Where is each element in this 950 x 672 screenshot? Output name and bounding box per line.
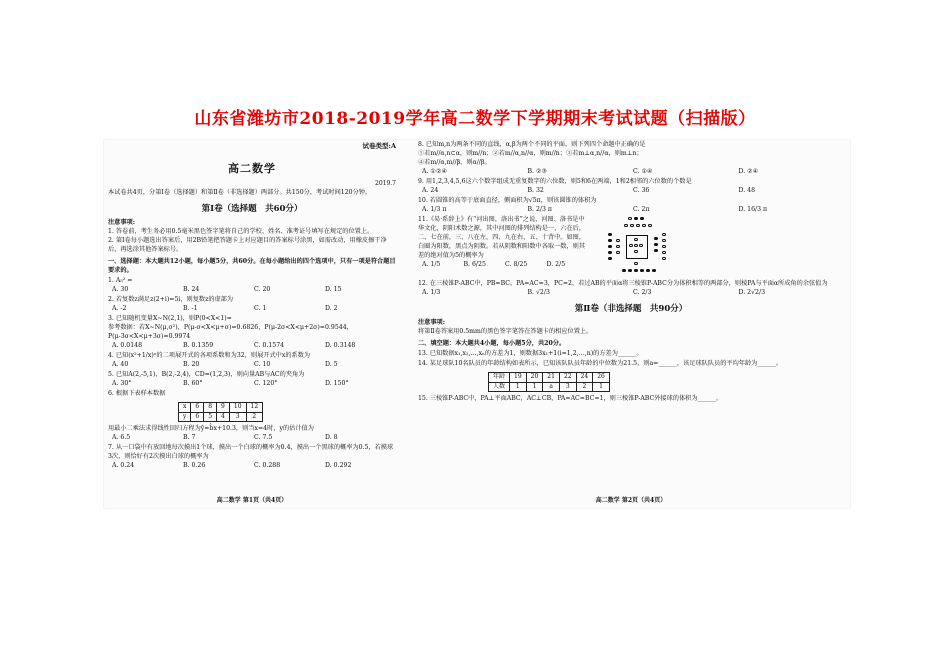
option: B. 2/3 π: [527, 205, 552, 213]
option: D. 150°: [325, 380, 349, 388]
notes-title: 注意事项:: [108, 219, 136, 227]
option: D. ②④: [738, 167, 759, 175]
option: A. 0.0148: [112, 342, 143, 350]
option: C. 0.1574: [254, 342, 285, 350]
yang-ring: [628, 217, 632, 221]
yin-dot: [608, 245, 612, 249]
question-5-options: [108, 380, 396, 389]
option: B. 0.26: [183, 462, 206, 470]
yin-dot: [628, 269, 632, 273]
question-14: 14. 某足球队10名队员的年龄结构如表所示，已知该队队员年龄的中位数为21.5，则a=______，该足球队队员的平均年龄为______。: [418, 360, 783, 368]
yang-ring: [648, 224, 652, 228]
table-cell: 20: [526, 373, 543, 383]
yang-ring: [662, 251, 666, 255]
option: D. 5: [325, 361, 338, 369]
table-row: [179, 403, 263, 413]
yang-ring: [634, 244, 638, 248]
yin-dot: [634, 217, 638, 221]
option: A. 1/3: [422, 288, 441, 296]
table-cell: 3: [229, 412, 246, 422]
subject-title: 高二数学: [228, 162, 276, 176]
option: C. ①④: [633, 167, 653, 175]
yin-dot: [654, 249, 658, 253]
option: D. 48: [738, 186, 756, 194]
option: B. 7: [183, 434, 196, 442]
yang-ring: [624, 224, 628, 228]
table-row: [489, 382, 610, 392]
question-2: 2. 若复数z满足z(2+i)=5i，则复数z的虚部为: [108, 296, 234, 304]
option: B. 6/25: [463, 260, 486, 268]
yang-ring: [662, 239, 666, 243]
option: C. 36: [633, 186, 650, 194]
yang-ring: [629, 244, 633, 248]
option: B. 0.1359: [183, 342, 214, 350]
yang-ring: [634, 250, 638, 254]
table-cell: 2: [576, 382, 593, 392]
table-cell: 2: [246, 412, 263, 422]
option: A. 1/5: [422, 260, 441, 268]
hetu-diagram: [588, 215, 844, 279]
question-15: 15. 三棱锥P-ABC中，PA⊥平面ABC，AC⊥CB，PA=AC=BC=1，则三棱锥P-ABC外接球的体积为______。: [418, 395, 723, 403]
question-3-reference: 参考数据：若X~N(μ,σ²)，P(μ-σ<X<μ+σ)=0.6826，P(μ-2σ<X<μ+2σ)=0.9544，P(μ-3σ<X<μ+3σ)=0.9974: [108, 324, 353, 341]
option: A. 6.5: [112, 434, 131, 442]
section-2-heading: 二、填空题：本大题共4小题，每小题5分，共20分。: [418, 340, 566, 348]
question-6-text: 用最小二乘法求得线性回归方程为ŷ=b̂x+10.3，则当x=4时，y的估计值为: [108, 425, 314, 433]
question-1-options: [108, 286, 396, 295]
yang-ring: [634, 238, 638, 242]
option: D. 16/3 π: [738, 205, 768, 213]
yang-ring: [662, 233, 666, 237]
table-cell: 人数: [489, 382, 510, 392]
question-10-options: [418, 206, 844, 215]
part-1-heading: 第Ⅰ卷（选择题 共60分）: [201, 204, 303, 215]
table-cell: 10: [229, 403, 246, 413]
yang-ring: [642, 224, 646, 228]
regression-data-table: [178, 402, 263, 422]
question-6-options: [108, 434, 396, 443]
page-1-footer: 高二数学 第1页（共4页）: [216, 497, 288, 505]
option: B. 20: [183, 361, 200, 369]
question-10: 10. 若圆锥的高等于底面直径，侧面积为√5π，则该圆锥的体积为: [418, 196, 597, 204]
question-3: 3. 已知随机变量X~N(2,1)，则P(0<X<1)=: [108, 315, 232, 323]
table-cell: 19: [510, 373, 527, 383]
yin-dot: [654, 243, 658, 247]
option: C. 8/25: [505, 260, 528, 268]
note-part-2: 将第Ⅱ卷答案用0.5mm的黑色签字笔答在答题卡的相应位置上。: [418, 328, 593, 336]
yang-ring: [616, 251, 620, 255]
yin-dot: [608, 233, 612, 237]
option: B. 60°: [183, 380, 203, 388]
option: B. -1: [183, 305, 198, 313]
yin-dot: [622, 269, 626, 273]
yin-dot: [640, 217, 644, 221]
option: A. ①②④: [422, 167, 448, 175]
yang-ring: [639, 244, 643, 248]
table-cell: 24: [576, 373, 593, 383]
question-5: 5. 已知A(2,-5,1)，B(2,-2,4)，CD=(1,2,3)，则向量AB与AC的夹角为: [108, 371, 305, 379]
question-11-block: [418, 215, 844, 279]
yin-dot: [646, 269, 650, 273]
table-cell: 9: [217, 403, 230, 413]
yin-dot: [654, 237, 658, 241]
table-cell: 8: [204, 403, 217, 413]
exam-intro: 本试卷共4页，分第Ⅰ卷（选择题）和第Ⅱ卷（非选择题）两部分。共150分，考试时间120分钟。: [108, 189, 372, 197]
yang-ring: [662, 257, 666, 261]
question-8: 8. 已知m,n为两条不同的直线，α,β为两个不同的平面，则下列四个命题中正确的是: [418, 141, 646, 148]
question-7-options: [108, 462, 396, 471]
table-cell: 1: [526, 382, 543, 392]
yin-dot: [634, 269, 638, 273]
option: D. 0.3148: [325, 342, 356, 350]
option: A. 1/3 π: [422, 205, 447, 213]
option: C. 0.288: [254, 462, 281, 470]
question-2-options: [108, 305, 396, 314]
scanned-exam-sheet: [104, 140, 850, 508]
yang-ring: [636, 224, 640, 228]
table-row: [489, 373, 610, 383]
question-8-statements-b: ④若m//α,m//β，则α//β。: [418, 158, 491, 166]
part-2-heading: 第Ⅱ卷（非选择题 共90分）: [574, 303, 688, 314]
exam-page-2: [418, 140, 844, 508]
table-row: [179, 412, 263, 422]
question-8-options: [418, 168, 844, 177]
option: A. -2: [112, 305, 127, 313]
question-8-statements-a: ①若m//α,n⊂α，则m//n；②若m//α,n//α，则m//n；③若m⊥α,n//α，则m⊥n；: [418, 149, 643, 157]
question-6: 6. 根据下表样本数据: [108, 390, 166, 398]
option: C. 1: [254, 305, 267, 313]
option: D. 15: [325, 286, 342, 294]
question-13: 13. 已知数据x₁,x₂,…,xₙ的方差为1，则数据3x₁+1(i=1,2,…,n)的方差为______。: [418, 350, 643, 358]
option: B. ②③: [527, 167, 548, 175]
yin-dot: [608, 239, 612, 243]
yin-dot: [652, 269, 656, 273]
option: D. 8: [325, 434, 338, 442]
question-9-options: [418, 187, 844, 196]
option: B. 32: [527, 186, 544, 194]
table-cell: y: [179, 412, 191, 422]
yang-ring: [616, 239, 620, 243]
table-cell: 年龄: [489, 373, 510, 383]
section-1-heading: 一、选择题：本大题共12小题，每小题5分，共60分。在每小题给出的四个选项中，只有一项是符合题目要求的。: [108, 258, 396, 275]
option: A. 0.24: [112, 462, 135, 470]
document-title: 山东省潍坊市2018-2019学年高二数学下学期期末考试试题（扫描版）: [194, 109, 756, 129]
question-3-options: [108, 342, 396, 351]
table-cell: 12: [246, 403, 263, 413]
table-cell: 1: [510, 382, 527, 392]
age-table: [488, 372, 610, 392]
option: A. 30: [112, 286, 129, 294]
table-cell: 1: [593, 382, 610, 392]
option: A. 30°: [112, 380, 132, 388]
yang-ring: [634, 262, 638, 266]
option: A. 24: [422, 186, 439, 194]
table-cell: 3: [559, 382, 576, 392]
yin-dot: [640, 269, 644, 273]
option: D. 2√2/3: [738, 288, 766, 296]
option: D. 2/5: [546, 260, 566, 268]
note-1: 1. 答卷前，考生务必用0.5毫米黑色签字笔将自己的学校、姓名、准考证号填写在规定的位置上。: [108, 228, 374, 236]
question-9: 9. 用1,2,3,4,5,6这六个数字组成无重复数字的六位数，则5和6在两端，1和2相邻的六位数的个数是: [418, 177, 692, 185]
notes-title-2: 注意事项:: [418, 319, 446, 327]
table-cell: x: [179, 403, 191, 413]
question-4: 4. 已知(x²+1/x)ⁿ的二项展开式的各项系数和为32，则展开式中x的系数为: [108, 352, 311, 360]
question-12: 12. 在三棱锥P-ABC中，PB=BC，PA=AC=3，PC=2，若过AB的平面α将三棱锥P-ABC分为体积相等的两部分，则棱PA与平面α所成角的余弦值为: [418, 279, 828, 287]
option: D. 2: [325, 305, 338, 313]
question-4-options: [108, 361, 396, 370]
option: C. 2π: [633, 205, 650, 213]
option: C. 7.5: [254, 434, 273, 442]
table-cell: a: [543, 382, 560, 392]
yang-ring: [616, 245, 620, 249]
note-2: 2. 第Ⅰ卷每小题选出答案后，用2B铅笔把答题卡上对应题目的答案标号涂黑，如需改动，用橡皮擦干净后，再选涂其他答案标号。: [108, 237, 387, 254]
question-11: 11.《易·系辞上》有“河出图，洛出书”之说，河图、洛书是中华文化，阴阳术数之源，其中河图的排列结构是一、六在后，二、七在前，三、八在左，四、九在右，五、十背中。如图，白圈为阳数，黑点为阴数。若从阴数和阳数中各取一数，则其差的绝对值为5的概率为: [418, 215, 586, 259]
yin-dot: [608, 251, 612, 255]
exam-page-1: [108, 140, 396, 508]
exam-date: 2019.7: [375, 180, 396, 188]
table-cell: 6: [191, 412, 204, 422]
question-11-options: [418, 261, 588, 270]
exam-type: 试卷类型:A: [362, 142, 396, 150]
question-1: 1. A₅² =: [108, 277, 133, 285]
question-7: 7. 从一口袋中有放回地每次摸出1个球，摸出一个白球的概率为0.4，摸出一个黑球的概率为0.5，若摸球3次，则恰好有2次摸出白球的概率为: [108, 444, 394, 461]
table-cell: 5: [204, 412, 217, 422]
option: A. 40: [112, 361, 129, 369]
option: D. 0.292: [325, 462, 352, 470]
option: C. 10: [254, 361, 271, 369]
option: C. 20: [254, 286, 271, 294]
option: C. 2/3: [633, 288, 652, 296]
option: B. √2/3: [527, 288, 550, 296]
option: B. 24: [183, 286, 200, 294]
table-cell: 22: [559, 373, 576, 383]
yin-dot: [608, 257, 612, 261]
option: C. 120°: [254, 380, 278, 388]
table-cell: 4: [217, 412, 230, 422]
yang-ring: [662, 245, 666, 249]
table-cell: 6: [191, 403, 204, 413]
table-cell: 26: [593, 373, 610, 383]
question-12-options: [418, 289, 844, 298]
page-2-footer: 高二数学 第2页（共4页）: [595, 497, 667, 505]
yang-ring: [630, 224, 634, 228]
table-cell: 21: [543, 373, 560, 383]
